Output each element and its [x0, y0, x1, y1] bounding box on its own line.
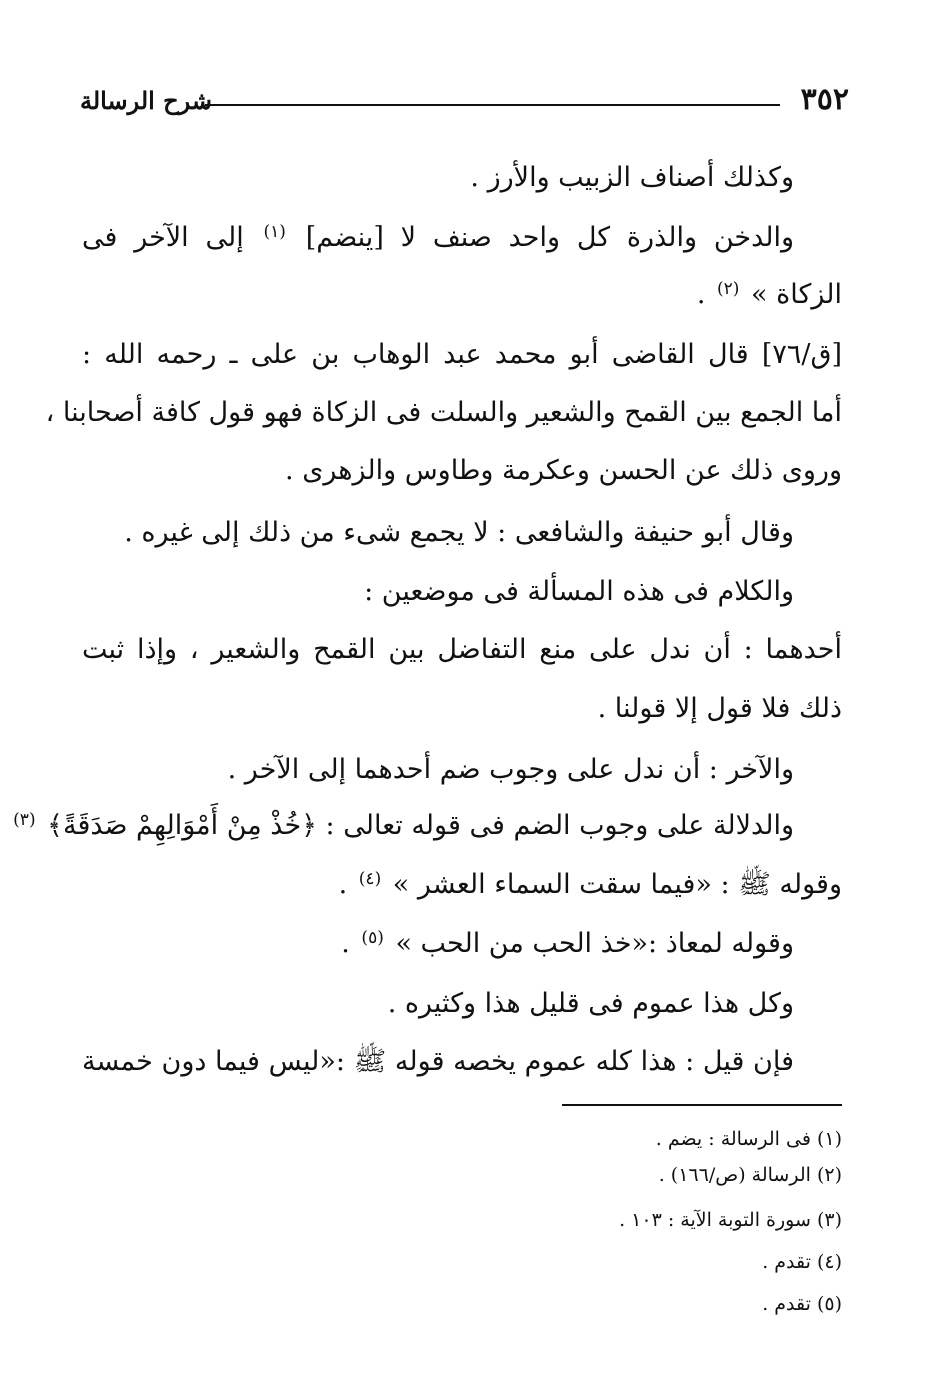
text-line: والكلام فى هذه المسألة فى موضعين :: [364, 576, 794, 607]
footnote: (٥) تقدم .: [762, 1293, 842, 1315]
text-line: ذلك فلا قول إلا قولنا .: [597, 693, 842, 724]
text-line: وقال أبو حنيفة والشافعى : لا يجمع شىء من ذلك إلى غيره .: [124, 517, 794, 548]
text-line: الزكاة » $^{(٢)}$ .: [696, 279, 842, 310]
text-line: وروى ذلك عن الحسن وعكرمة وطاوس والزهرى .: [285, 455, 842, 486]
footnote-rule: [562, 1104, 842, 1106]
footnote: (٤) تقدم .: [762, 1251, 842, 1273]
text-line: وكل هذا عموم فى قليل هذا وكثيره .: [387, 988, 794, 1019]
page-number: ٣٥٢: [800, 82, 849, 117]
text-line: والدخن والذرة كل واحد صنف لا [ينضم] $^{(١)}$ إلى الآخر فى: [82, 222, 795, 253]
footnote-ref: (٣): [13, 810, 36, 830]
text-line: فإن قيل : هذا كله عموم يخصه قوله ﷺ :«ليس فيما دون خمسة: [82, 1046, 794, 1077]
footnote: (٣) سورة التوبة الآية : ١٠٣ .: [619, 1209, 842, 1231]
running-title: شرح الرسالة: [80, 86, 213, 115]
footnote-ref: (٥): [361, 928, 384, 948]
header-rule: [205, 104, 780, 106]
footnote: (١) فى الرسالة : يضم .: [655, 1128, 842, 1150]
footnote-ref: (٢): [717, 279, 740, 299]
footnote-ref: (١): [263, 222, 286, 242]
text-line: وكذلك أصناف الزبيب والأرز .: [470, 162, 794, 193]
text-line: أما الجمع بين القمح والشعير والسلت فى الزكاة فهو قول كافة أصحابنا ،: [45, 397, 842, 428]
footnote: (٢) الرسالة (ص/١٦٦) .: [658, 1164, 842, 1186]
text-line: وقوله ﷺ : «فيما سقت السماء العشر » $^{(٤)}$ .: [338, 869, 842, 900]
footnote-ref: (٤): [358, 869, 382, 889]
text-line: والآخر : أن ندل على وجوب ضم أحدهما إلى الآخر .: [227, 754, 794, 785]
text-line: [ق/٧٦] قال القاضى أبو محمد عبد الوهاب بن على ـ رحمه الله :: [82, 339, 842, 370]
text-line: وقوله لمعاذ :«خذ الحب من الحب » $^{(٥)}$ .: [341, 928, 794, 959]
text-line: أحدهما : أن ندل على منع التفاضل بين القمح والشعير ، وإذا ثبت: [82, 634, 842, 665]
text-line: والدلالة على وجوب الضم فى قوله تعالى : ﴿خُذْ مِنْ أَمْوَالِهِمْ صَدَقَةً﴾ $^{(٣)}$: [82, 808, 794, 847]
